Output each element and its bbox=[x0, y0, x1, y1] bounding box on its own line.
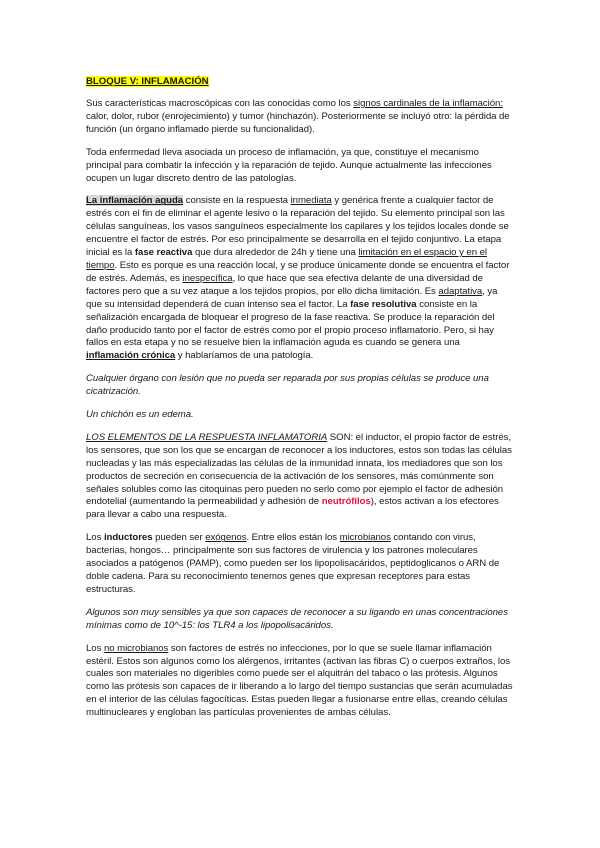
section-title: BLOQUE V: INFLAMACIÓN bbox=[86, 76, 209, 87]
paragraph-inductores: Los inductores pueden ser exógenos. Entre ellos están los microbianos contando con virus, bacterias, hongos… principalmente son sus factores de virulencia y los patrones moleculares asociados a patógenos (PAMP), como pueden ser los lipopolisacáridos, peptidoglicanos o ARN de doble cadena. Para su reconocimiento tenemos genes que expresan receptores para estas estructuras. bbox=[86, 532, 500, 595]
paragraph-inflamacion-aguda: La inflamación aguda consiste en la respuesta inmediata y genérica frente a cualquier factor de estrés con el fin de eliminar el agente lesivo o la reparación del tejido. Su elemento principal son las células sanguíneas, los vasos sanguíneos especialmente los capilares y los tejidos locales donde se encuentre el factor de estrés. Por eso principalmente se desarrolla en el tejido conjuntivo. La etapa inicial es la fase reactiva que dura alrededor de 24h y tiene una limitación en el espacio y en el tiempo. Esto es porque es una reacción local, y se produce únicamente donde se encuentra el factor de estrés. Además, es inespecífica, lo que hace que sea efectiva delante de una diversidad de factores pero que a su vez ataque a los tejidos propios, por ello dicha limitación. Es adaptativa, ya que su intensidad dependerá de cuan intenso sea el factor. La fase resolutiva consiste en la señalización encargada de bloquear el progreso de la fase reactiva. Se produce la reparación del daño producido tanto por el factor de estrés como por el propio proceso inflamatorio. Pero, si hay fallos en esta etapa y no se resuelve bien la inflamación aguda es cuando se genera una inflamación crónica y hablaríamos de una patología. bbox=[86, 195, 510, 362]
paragraph-chichon: Un chichón es un edema. bbox=[86, 409, 194, 421]
inflamacion-aguda-term: La inflamación aguda bbox=[86, 195, 184, 207]
elementos-heading: LOS ELEMENTOS DE LA RESPUESTA INFLAMATORIA bbox=[86, 431, 328, 443]
paragraph-cicatrizacion: Cualquier órgano con lesión que no pueda ser reparada por sus propias células se produce una cicatrización. bbox=[86, 373, 489, 398]
paragraph-enfermedad: Toda enfermedad lleva asociada un proceso de inflamación, ya que, constituye el mecanismo principal para combatir la infección y la reparación de tejido. Aunque actualmente las infecciones ocupen un lugar discreto dentro de las patologías. bbox=[86, 146, 492, 184]
paragraph-sensibles: Algunos son muy sensibles ya que son capaces de reconocer a su ligando en unas concentraciones mínimas como de 10^-15: los TLR4 a los lipopolisacáridos. bbox=[86, 606, 508, 631]
paragraph-elementos: LOS ELEMENTOS DE LA RESPUESTA INFLAMATORIA SON: el inductor, el propio factor de estrés, los sensores, que son los que se encargan de reconocer a los inductores, estos son todas las células nucleadas y las más especializadas las células de la inmunidad innata, los mediadores que son los productos de secreción en consecuencia de la activación de los sensores, más comúnmente son señales solubles como las citoquinas pero pueden no serlo como por ejemplo el factor de adhesión endotelial (aumentando la permeabilidad y adhesión de neutrófilos), estos activan a los efectores para llevar a cabo una respuesta. bbox=[86, 431, 512, 521]
paragraph-signos-cardinales: Sus características macroscópicas con las conocidas como los signos cardinales de la inflamación: calor, dolor, rubor (enrojecimiento) y tumor (hinchazón). Posteriormente se incluyó otro: la pérdida de función (un órgano inflamado pierde su funcionalidad). bbox=[86, 98, 510, 135]
signos-cardinales-term: signos cardinales de la inflamación: bbox=[353, 98, 503, 109]
paragraph-no-microbianos: Los no microbianos son factores de estrés no infecciones, por lo que se suele llamar inflamación estéril. Estos son algunos como los alérgenos, irritantes (activan las fibras C) o cuerpos extraños, los cuales son materiales no digeribles como puede ser el alquitrán del tabaco o las prótesis. Algunos como las prótesis son capaces de ir liberando a lo largo del tiempo sustancias que serán acumuladas en el interior de las células fagocíticas. Estas pueden llegar a fusionarse entre ellas, creando células multinucleares y engloban las partículas provenientes de ambas células. bbox=[86, 642, 513, 719]
neutrofilos-term: neutrófilos bbox=[321, 496, 371, 508]
